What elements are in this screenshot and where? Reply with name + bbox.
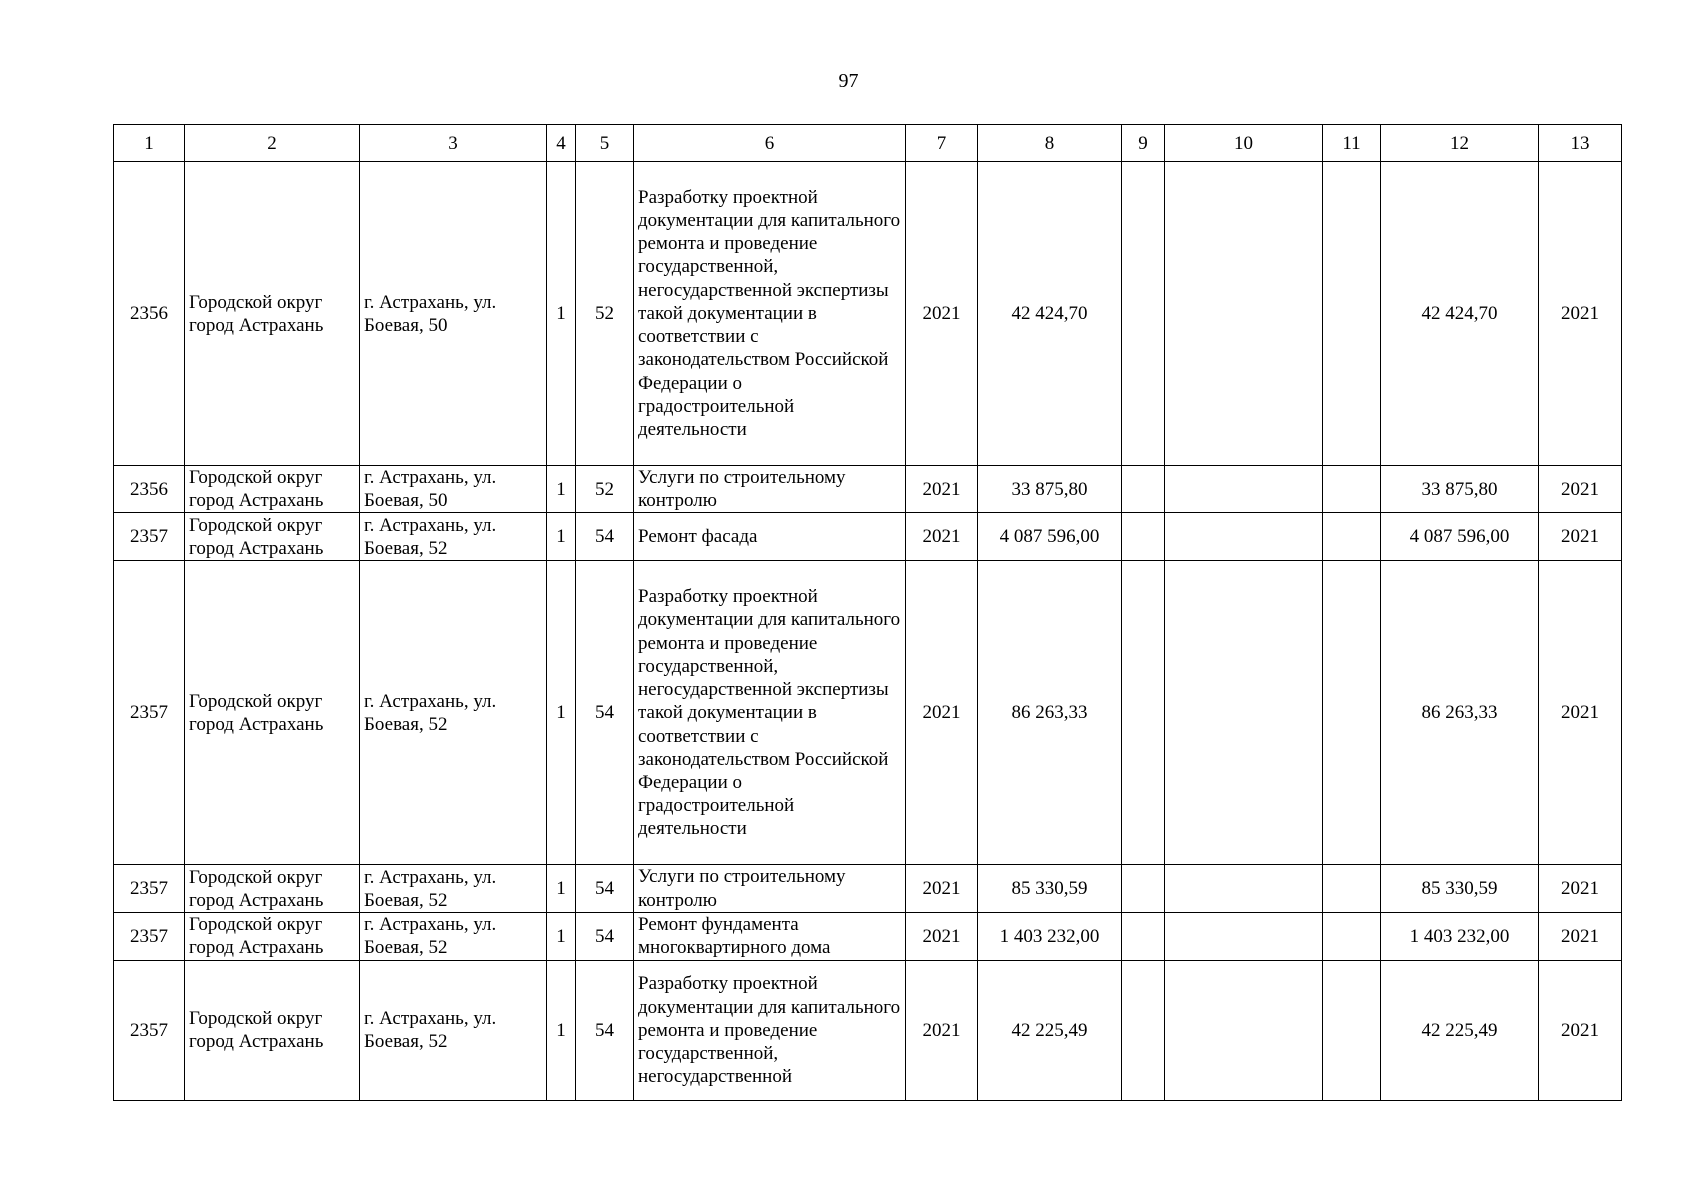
cell-work-type: Разработку проектной документации для капитального ремонта и проведение государственной, негосударственной экспертизы такой документации в соответствии с законодательством Российской Федерации о градостроительной деятельности	[634, 162, 906, 466]
cell-year: 2021	[906, 561, 978, 865]
cell-completion-year: 2021	[1539, 561, 1622, 865]
cell-cost-funds: 33 875,80	[1381, 466, 1539, 513]
cell-work-type: Ремонт фасада	[634, 513, 906, 561]
cell-col5: 52	[576, 162, 634, 466]
cell-address: г. Астрахань, ул. Боевая, 50	[360, 466, 547, 513]
cell-cost-total: 1 403 232,00	[978, 912, 1122, 960]
cell-col11	[1323, 162, 1381, 466]
cell-cost-funds: 42 225,49	[1381, 960, 1539, 1100]
cell-col9	[1122, 912, 1165, 960]
cell-col10	[1165, 912, 1323, 960]
column-header: 9	[1122, 125, 1165, 162]
cell-cost-funds: 86 263,33	[1381, 561, 1539, 865]
cell-col5: 54	[576, 561, 634, 865]
cell-number: 2357	[114, 513, 185, 561]
cell-cost-total: 85 330,59	[978, 865, 1122, 912]
cell-col4: 1	[547, 960, 576, 1100]
column-header: 11	[1323, 125, 1381, 162]
cell-address: г. Астрахань, ул. Боевая, 52	[360, 960, 547, 1100]
cell-col4: 1	[547, 513, 576, 561]
column-header: 1	[114, 125, 185, 162]
cell-cost-total: 4 087 596,00	[978, 513, 1122, 561]
cell-col4: 1	[547, 561, 576, 865]
cell-cost-total: 42 424,70	[978, 162, 1122, 466]
cell-cost-total: 42 225,49	[978, 960, 1122, 1100]
cell-municipality: Городской округ город Астрахань	[185, 513, 360, 561]
cell-col11	[1323, 513, 1381, 561]
cell-number: 2357	[114, 865, 185, 912]
cell-work-type: Услуги по строительному контролю	[634, 466, 906, 513]
cell-col4: 1	[547, 912, 576, 960]
cell-address: г. Астрахань, ул. Боевая, 50	[360, 162, 547, 466]
cell-year: 2021	[906, 865, 978, 912]
cell-col4: 1	[547, 466, 576, 513]
cell-year: 2021	[906, 513, 978, 561]
cell-completion-year: 2021	[1539, 912, 1622, 960]
column-header: 5	[576, 125, 634, 162]
table-row	[114, 912, 1622, 960]
header-row	[114, 125, 1622, 162]
cell-col4: 1	[547, 865, 576, 912]
cell-col11	[1323, 865, 1381, 912]
cell-col10	[1165, 513, 1323, 561]
cell-number: 2357	[114, 912, 185, 960]
cell-col5: 54	[576, 960, 634, 1100]
cell-address: г. Астрахань, ул. Боевая, 52	[360, 561, 547, 865]
column-header: 8	[978, 125, 1122, 162]
cell-number: 2357	[114, 960, 185, 1100]
cell-year: 2021	[906, 466, 978, 513]
table-row	[114, 513, 1622, 561]
cell-work-type: Разработку проектной документации для капитального ремонта и проведение государственной, негосударственной экспертизы такой документации в соответствии с законодательством Российской Федерации о градостроительной деятельности	[634, 561, 906, 865]
cell-address: г. Астрахань, ул. Боевая, 52	[360, 912, 547, 960]
cell-number: 2356	[114, 162, 185, 466]
cell-col10	[1165, 162, 1323, 466]
cell-work-type: Услуги по строительному контролю	[634, 865, 906, 912]
cell-municipality: Городской округ город Астрахань	[185, 561, 360, 865]
cell-address: г. Астрахань, ул. Боевая, 52	[360, 513, 547, 561]
cell-cost-funds: 1 403 232,00	[1381, 912, 1539, 960]
cell-col10	[1165, 960, 1323, 1100]
cell-completion-year: 2021	[1539, 865, 1622, 912]
cell-municipality: Городской округ город Астрахань	[185, 865, 360, 912]
table-row	[114, 960, 1622, 1100]
cell-work-type: Разработку проектной документации для капитального ремонта и проведение государственной, негосударственной	[634, 960, 906, 1100]
cell-address: г. Астрахань, ул. Боевая, 52	[360, 865, 547, 912]
cell-col11	[1323, 960, 1381, 1100]
cell-col10	[1165, 561, 1323, 865]
cell-work-type: Ремонт фундамента многоквартирного дома	[634, 912, 906, 960]
column-header: 12	[1381, 125, 1539, 162]
cell-number: 2356	[114, 466, 185, 513]
column-header: 2	[185, 125, 360, 162]
cell-col5: 54	[576, 865, 634, 912]
column-header: 13	[1539, 125, 1622, 162]
cell-col5: 52	[576, 466, 634, 513]
cell-year: 2021	[906, 960, 978, 1100]
cell-cost-funds: 4 087 596,00	[1381, 513, 1539, 561]
table-row	[114, 561, 1622, 865]
cell-col10	[1165, 865, 1323, 912]
cell-completion-year: 2021	[1539, 513, 1622, 561]
column-header: 10	[1165, 125, 1323, 162]
cell-municipality: Городской округ город Астрахань	[185, 960, 360, 1100]
cell-col9	[1122, 960, 1165, 1100]
column-header: 6	[634, 125, 906, 162]
cell-municipality: Городской округ город Астрахань	[185, 912, 360, 960]
cell-number: 2357	[114, 561, 185, 865]
column-header: 3	[360, 125, 547, 162]
cell-completion-year: 2021	[1539, 960, 1622, 1100]
table-row	[114, 466, 1622, 513]
table-row	[114, 865, 1622, 912]
cell-col9	[1122, 466, 1165, 513]
cell-col11	[1323, 466, 1381, 513]
cell-cost-funds: 42 424,70	[1381, 162, 1539, 466]
table-row	[114, 162, 1622, 466]
cell-year: 2021	[906, 162, 978, 466]
cell-cost-total: 86 263,33	[978, 561, 1122, 865]
cell-col9	[1122, 865, 1165, 912]
cell-col9	[1122, 162, 1165, 466]
cell-municipality: Городской округ город Астрахань	[185, 162, 360, 466]
cell-completion-year: 2021	[1539, 162, 1622, 466]
cell-col11	[1323, 561, 1381, 865]
cell-col4: 1	[547, 162, 576, 466]
cell-col10	[1165, 466, 1323, 513]
column-header: 4	[547, 125, 576, 162]
cell-col9	[1122, 561, 1165, 865]
cell-year: 2021	[906, 912, 978, 960]
page-number: 97	[838, 70, 859, 92]
cell-col9	[1122, 513, 1165, 561]
cell-municipality: Городской округ город Астрахань	[185, 466, 360, 513]
cell-col5: 54	[576, 513, 634, 561]
cell-col5: 54	[576, 912, 634, 960]
column-header: 7	[906, 125, 978, 162]
register-table	[113, 124, 1622, 1101]
cell-col11	[1323, 912, 1381, 960]
cell-cost-funds: 85 330,59	[1381, 865, 1539, 912]
cell-cost-total: 33 875,80	[978, 466, 1122, 513]
cell-completion-year: 2021	[1539, 466, 1622, 513]
